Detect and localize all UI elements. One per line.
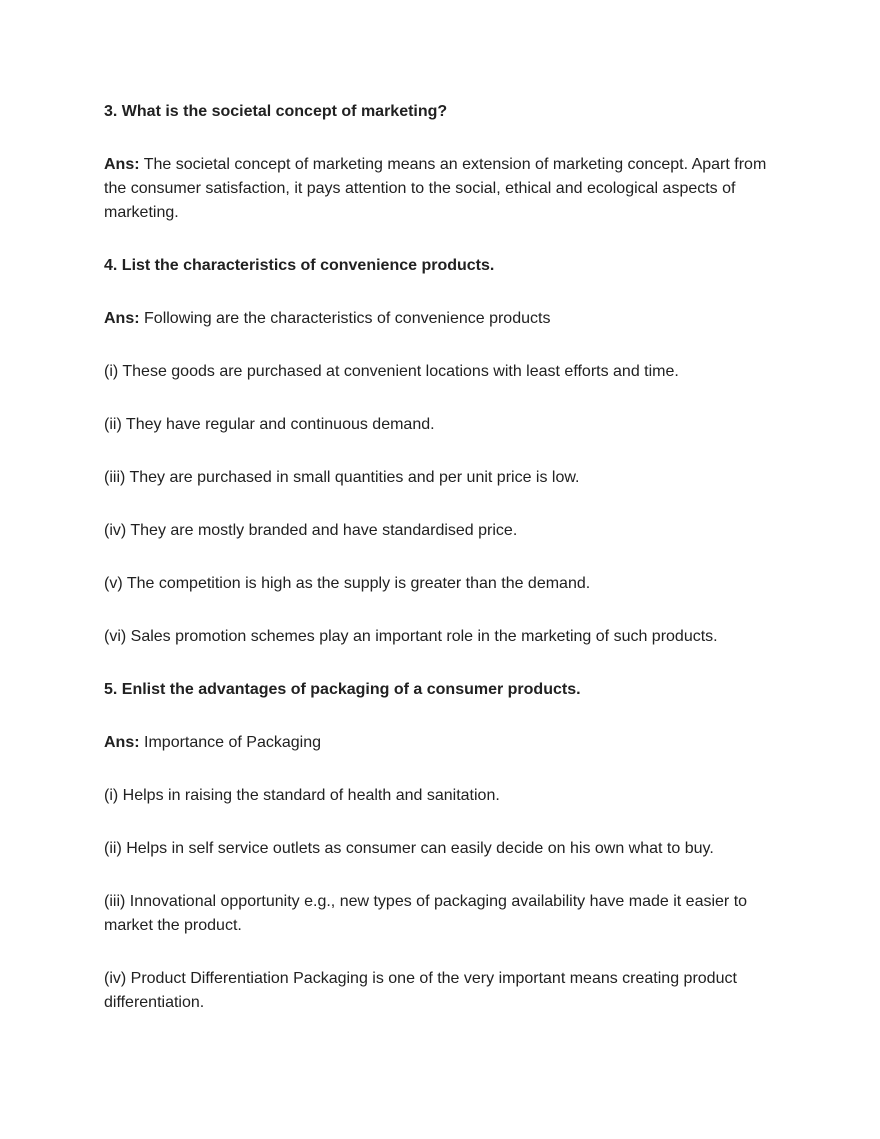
answer-4 [104,307,776,331]
list-item-pack-iv: (iv) Product Differentiation Packaging is one of the very important means creating product differentiation. [104,970,737,1011]
question-5: 5. Enlist the advantages of packaging of a consumer products. [104,681,581,698]
answer-text: Importance of Packaging [144,734,322,751]
answer-text: Following are the characteristics of convenience products [144,310,551,327]
list-item-v: (v) The competition is high as the supply is greater than the demand. [104,575,591,592]
list-item-pack-i: (i) Helps in raising the standard of health and sanitation. [104,787,500,804]
list-item-iv: (iv) They are mostly branded and have standardised price. [104,522,518,539]
list-item-ii: (ii) They have regular and continuous demand. [104,416,435,433]
list-item-i: (i) These goods are purchased at convenient locations with least efforts and time. [104,363,679,380]
question-4: 4. List the characteristics of convenience products. [104,257,495,274]
list-item-iii: (iii) They are purchased in small quantities and per unit price is low. [104,469,580,486]
answer-5 [104,731,776,755]
ans-label: Ans: [104,310,140,327]
list-item-pack-ii: (ii) Helps in self service outlets as consumer can easily decide on his own what to buy. [104,840,714,857]
answer-3 [104,153,776,225]
list-item-pack-iii: (iii) Innovational opportunity e.g., new types of packaging availability have made it easier to market the product. [104,893,748,934]
question-3: 3. What is the societal concept of marketing? [104,103,448,120]
answer-text: The societal concept of marketing means an extension of marketing concept. Apart from the consumer satisfaction, it pays attention to the social, ethical and ecological aspects of marketing. [104,156,767,221]
ans-label: Ans: [104,734,140,751]
ans-label: Ans: [104,156,140,173]
list-item-vi: (vi) Sales promotion schemes play an important role in the marketing of such products. [104,628,718,645]
